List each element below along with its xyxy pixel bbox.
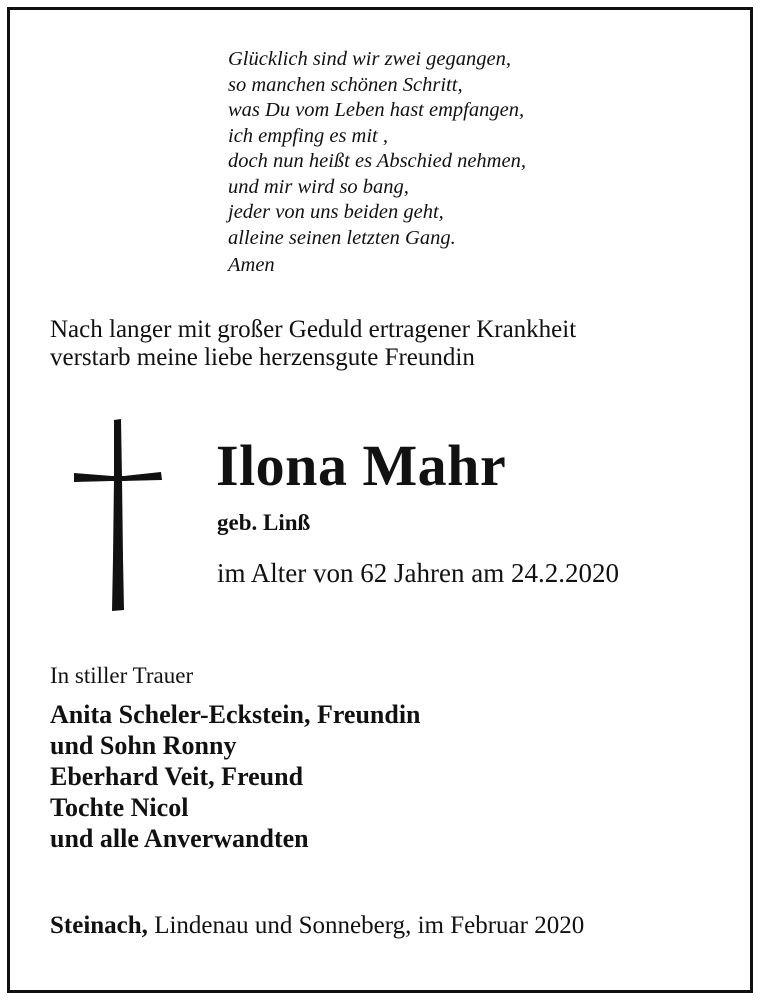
poem-line: was Du vom Leben hast empfangen,	[228, 99, 525, 121]
poem	[228, 47, 526, 279]
age-and-date: im Alter von 62 Jahren am 24.2.2020	[217, 558, 619, 588]
birth-name: geb. Linß	[217, 510, 311, 535]
poem-line: so manchen schönen Schritt,	[228, 73, 463, 96]
poem-line: und mir wird so bang,	[228, 175, 409, 198]
intro-line: verstarb meine liebe herzensgute Freundin	[50, 344, 475, 371]
mourner-line: Tochte Nicol	[50, 793, 189, 822]
cross-icon	[72, 418, 164, 614]
place-rest: Lindenau und Sonneberg, im Februar 2020	[147, 912, 585, 939]
mourners-list	[50, 699, 421, 854]
deceased-name: Ilona Mahr	[216, 433, 507, 498]
mourning-heading: In stiller Trauer	[50, 663, 194, 688]
intro-text	[50, 316, 576, 372]
mourner-line: und Sohn Ronny	[50, 731, 237, 760]
mourner-line: und alle Anverwandten	[50, 824, 309, 853]
place-town: Steinach,	[50, 912, 148, 939]
poem-closing: Amen	[228, 254, 275, 276]
poem-line: ich empfing es mit ,	[228, 124, 388, 147]
mourner-line: Anita Scheler-Eckstein, Freundin	[50, 700, 421, 729]
mourner-line: Eberhard Veit, Freund	[50, 762, 304, 791]
poem-line: doch nun heißt es Abschied nehmen,	[228, 150, 526, 172]
intro-line: Nach langer mit großer Geduld ertragener Krankheit	[50, 316, 577, 343]
poem-line: Glücklich sind wir zwei gegangen,	[228, 48, 511, 70]
poem-line: jeder von uns beiden geht,	[228, 201, 444, 223]
place-and-date	[50, 910, 584, 942]
poem-line: alleine seinen letzten Gang.	[228, 226, 456, 249]
